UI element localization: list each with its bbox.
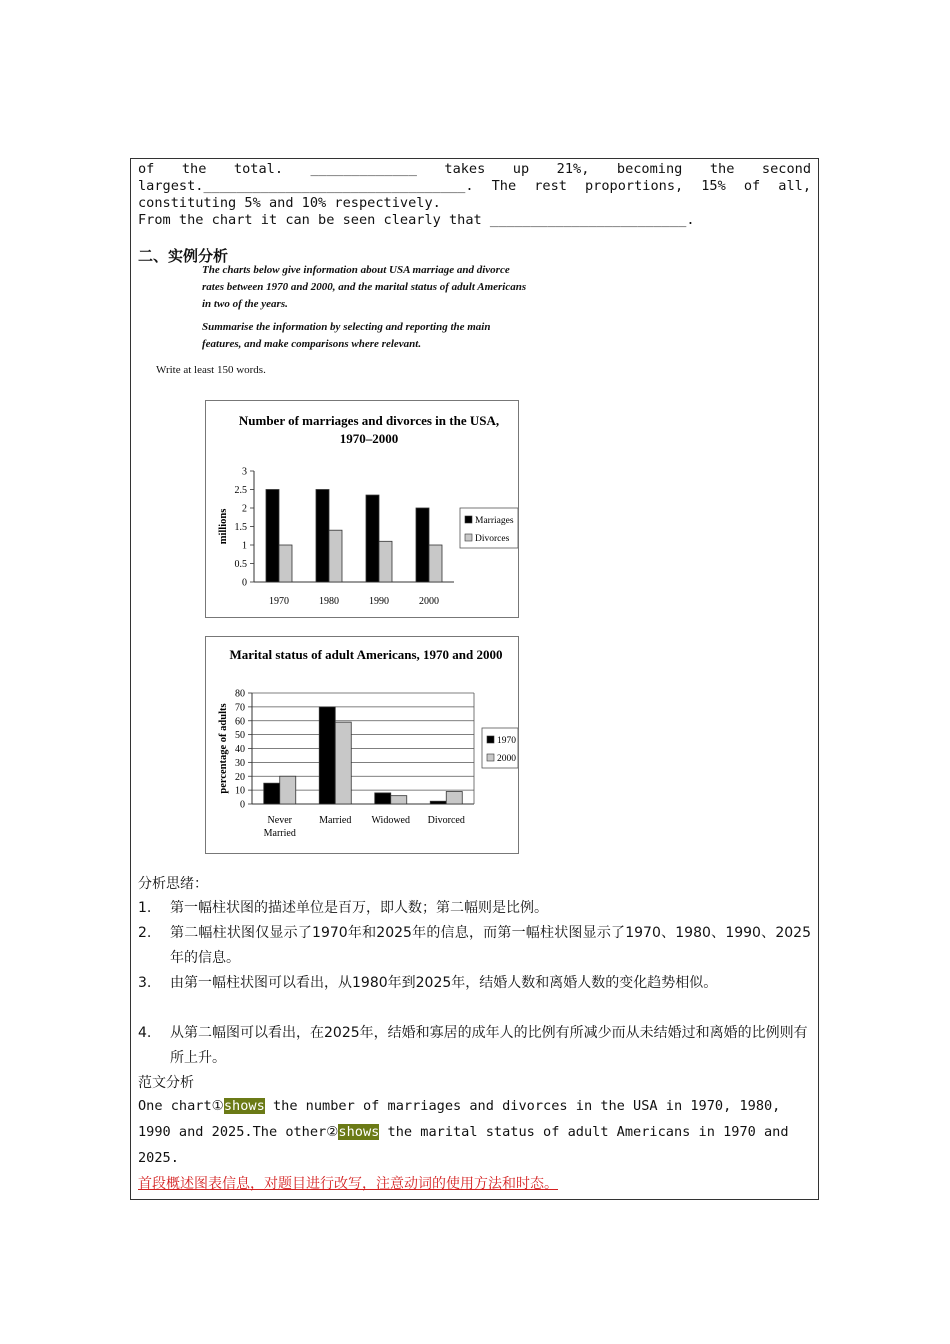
x-tick-label: 1990 — [369, 596, 389, 607]
bar-marriages — [316, 490, 329, 583]
model-line-2 — [138, 1124, 811, 1140]
y-tick-label: 30 — [235, 757, 245, 769]
prompt-paragraph-1: The charts below give information about USA marriage and divorce rates between 1970 and 2000, and the marital status of adult Americans in two of the years. — [202, 264, 527, 310]
prompt-paragraph-2: Summarise the information by selecting and reporting the main features, and make comparisons where relevant. — [202, 321, 491, 350]
text-line-3: constituting 5% and 10% respectively. — [138, 195, 441, 211]
y-tick-label: 50 — [235, 730, 245, 742]
analysis-item-text: 第一幅柱状图的描述单位是百万，即人数；第二幅则是比例。 — [170, 900, 548, 916]
model-text: 1990 and 2025.The other② — [138, 1124, 339, 1140]
bar-2000 — [391, 796, 407, 804]
model-text: the number of marriages and divorces in the USA in 1970, 1980, — [264, 1098, 781, 1114]
x-tick-label: Widowed — [371, 815, 410, 826]
y-tick-label: 1.5 — [234, 522, 247, 533]
text-line-2: largest.________________________________. The rest proportions, 15% of all, — [138, 178, 811, 194]
analysis-item-text: 从第二幅图可以看出，在2025年，结婚和寡居的成年人的比例有所减少而从未结婚过和离婚的比例则有所上升。 — [170, 1025, 808, 1066]
x-tick-label: 1980 — [319, 596, 339, 607]
y-tick-label: 10 — [235, 785, 245, 797]
highlight-shows: shows — [223, 1098, 265, 1114]
text-line-1: of the total. _____________ takes up 21%, becoming the second — [138, 161, 811, 177]
model-text: the marital status of adult Americans in 1970 and — [379, 1124, 789, 1140]
bar-divorces — [279, 545, 292, 582]
y-tick-label: 2.5 — [234, 485, 247, 496]
chart-subtitle: 1970–2000 — [339, 431, 399, 446]
legend-label: Marriages — [475, 516, 514, 526]
y-tick-label: 3 — [242, 466, 247, 478]
highlight-shows: shows — [338, 1124, 380, 1140]
y-tick-label: 0 — [242, 577, 247, 589]
x-tick-label: Married — [319, 815, 352, 826]
model-line-3: 2025. — [138, 1150, 179, 1166]
bar-2000 — [280, 776, 296, 804]
bar-2000 — [335, 722, 351, 804]
x-tick-label: Married — [263, 828, 296, 839]
chart-marital-status — [205, 636, 519, 854]
bar-1970 — [264, 783, 280, 804]
bar-marriages — [366, 495, 379, 582]
legend-label: Divorces — [475, 534, 510, 544]
bar-divorces — [429, 545, 442, 582]
analysis-item-number: 2. — [138, 925, 152, 941]
bar-marriages — [416, 508, 429, 582]
model-text: One chart① — [138, 1098, 224, 1114]
bar-1970 — [319, 707, 335, 804]
analysis-item-number: 3. — [138, 975, 152, 991]
legend-swatch — [487, 736, 494, 743]
chart-title: Marital status of adult Americans, 1970 and 2000 — [229, 647, 503, 662]
x-tick-label: 2000 — [419, 596, 439, 607]
x-tick-label: Divorced — [427, 815, 465, 826]
bar-marriages — [266, 490, 279, 583]
analysis-item-text: 由第一幅柱状图可以看出，从1980年到2025年，结婚人数和离婚人数的变化趋势相似。 — [170, 975, 718, 991]
analysis-item — [138, 896, 811, 921]
legend-swatch — [465, 516, 472, 523]
y-axis-label: percentage of adults — [218, 703, 229, 794]
x-tick-label: Never — [267, 815, 292, 826]
y-tick-label: 1 — [242, 540, 247, 552]
bar-1970 — [430, 801, 446, 804]
model-title: 范文分析 — [138, 1075, 194, 1091]
bar-1970 — [375, 793, 391, 804]
analysis-item — [138, 921, 811, 971]
model-line-1 — [138, 1098, 811, 1114]
y-tick-label: 70 — [235, 702, 245, 714]
y-tick-label: 0.5 — [234, 559, 247, 570]
y-axis-label: millions — [218, 508, 229, 545]
legend-label: 1970 — [497, 736, 516, 746]
bar-2000 — [446, 792, 462, 804]
y-tick-label: 80 — [235, 688, 245, 700]
analysis-item-number: 4. — [138, 1025, 152, 1041]
y-tick-label: 0 — [240, 799, 245, 811]
y-tick-label: 40 — [235, 744, 245, 755]
chart-marriages-divorces — [205, 400, 519, 618]
chart-title: Number of marriages and divorces in the USA, — [238, 413, 500, 428]
word-count-instruction: Write at least 150 words. — [156, 364, 266, 376]
y-tick-label: 2 — [242, 503, 247, 515]
legend-label: 2000 — [497, 754, 516, 764]
y-tick-label: 60 — [235, 716, 245, 728]
x-tick-label: 1970 — [269, 596, 289, 607]
chart1-svg — [206, 401, 518, 617]
legend-swatch — [487, 754, 494, 761]
chart2-svg — [206, 637, 518, 853]
bar-divorces — [379, 541, 392, 582]
text-line-4: From the chart it can be seen clearly that ________________________. — [138, 212, 695, 228]
y-tick-label: 20 — [235, 771, 245, 783]
section-heading: 二、实例分析 — [138, 247, 229, 265]
analysis-item — [138, 971, 811, 1021]
model-note: 首段概述图表信息，对题目进行改写，注意动词的使用方法和时态。 — [138, 1176, 558, 1192]
legend-swatch — [465, 534, 472, 541]
analysis-item-text: 第二幅柱状图仅显示了1970年和2025年的信息，而第一幅柱状图显示了1970、1980、1990、2025年的信息。 — [170, 925, 811, 966]
analysis-item — [138, 1021, 811, 1071]
bar-divorces — [329, 530, 342, 582]
analysis-title: 分析思绪： — [138, 876, 208, 892]
task-prompt — [202, 262, 532, 359]
analysis-item-number: 1. — [138, 900, 152, 916]
